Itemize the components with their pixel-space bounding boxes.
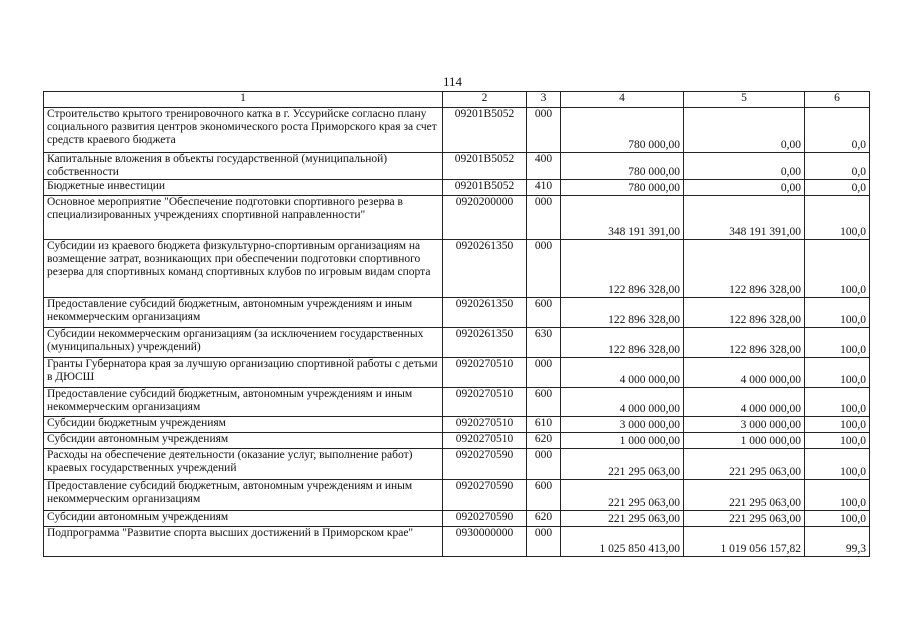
row-code-cell: 09201B5052 xyxy=(443,108,527,153)
row-fact-cell: 122 896 328,00 xyxy=(684,298,805,328)
row-percent-cell: 100,0 xyxy=(805,449,870,480)
row-percent-cell: 100,0 xyxy=(805,358,870,388)
table-row xyxy=(44,328,870,358)
row-code-cell: 0920270590 xyxy=(443,511,527,527)
row-percent-cell: 100,0 xyxy=(805,298,870,328)
row-type-cell: 620 xyxy=(527,511,561,527)
row-type-cell: 600 xyxy=(527,388,561,417)
column-header: 6 xyxy=(805,92,870,108)
budget-table xyxy=(43,91,870,557)
row-type-cell: 610 xyxy=(527,417,561,433)
row-code-cell: 0920270510 xyxy=(443,433,527,449)
table-row xyxy=(44,433,870,449)
row-percent-cell: 0,0 xyxy=(805,153,870,180)
row-code-cell: 09201B5052 xyxy=(443,153,527,180)
table-row xyxy=(44,153,870,180)
row-fact-cell: 221 295 063,00 xyxy=(684,449,805,480)
row-percent-cell: 100,0 xyxy=(805,388,870,417)
row-type-cell: 600 xyxy=(527,480,561,511)
row-code-cell: 0920270510 xyxy=(443,388,527,417)
row-percent-cell: 99,3 xyxy=(805,527,870,557)
row-fact-cell: 3 000 000,00 xyxy=(684,417,805,433)
table-row xyxy=(44,449,870,480)
row-fact-cell: 4 000 000,00 xyxy=(684,388,805,417)
table-row xyxy=(44,358,870,388)
row-code-cell: 0920200000 xyxy=(443,196,527,240)
row-type-cell: 410 xyxy=(527,180,561,196)
row-percent-cell: 100,0 xyxy=(805,417,870,433)
row-plan-cell: 4 000 000,00 xyxy=(561,358,684,388)
row-plan-cell: 348 191 391,00 xyxy=(561,196,684,240)
row-plan-cell: 780 000,00 xyxy=(561,153,684,180)
table-row xyxy=(44,417,870,433)
row-fact-cell: 0,00 xyxy=(684,180,805,196)
row-percent-cell: 100,0 xyxy=(805,240,870,298)
table-row xyxy=(44,196,870,240)
row-fact-cell: 221 295 063,00 xyxy=(684,480,805,511)
row-plan-cell: 1 000 000,00 xyxy=(561,433,684,449)
row-type-cell: 000 xyxy=(527,449,561,480)
row-name-cell: Гранты Губернатора края за лучшую организацию спортивной работы с детьми в ДЮСШ xyxy=(44,358,443,388)
row-name-cell: Субсидии бюджетным учреждениям xyxy=(44,417,443,433)
row-name-cell: Капитальные вложения в объекты государственной (муниципальной) собственности xyxy=(44,153,443,180)
row-fact-cell: 221 295 063,00 xyxy=(684,511,805,527)
row-type-cell: 000 xyxy=(527,108,561,153)
row-code-cell: 0930000000 xyxy=(443,527,527,557)
row-plan-cell: 1 025 850 413,00 xyxy=(561,527,684,557)
row-name-cell: Бюджетные инвестиции xyxy=(44,180,443,196)
column-header: 1 xyxy=(44,92,443,108)
table-row xyxy=(44,240,870,298)
table-row xyxy=(44,388,870,417)
row-percent-cell: 100,0 xyxy=(805,511,870,527)
row-percent-cell: 100,0 xyxy=(805,328,870,358)
row-plan-cell: 122 896 328,00 xyxy=(561,240,684,298)
table-header-row xyxy=(44,92,870,108)
row-fact-cell: 122 896 328,00 xyxy=(684,328,805,358)
column-header: 4 xyxy=(561,92,684,108)
row-plan-cell: 221 295 063,00 xyxy=(561,511,684,527)
row-plan-cell: 4 000 000,00 xyxy=(561,388,684,417)
row-type-cell: 000 xyxy=(527,358,561,388)
table-row xyxy=(44,511,870,527)
column-header: 2 xyxy=(443,92,527,108)
row-plan-cell: 122 896 328,00 xyxy=(561,328,684,358)
table-row xyxy=(44,298,870,328)
row-plan-cell: 122 896 328,00 xyxy=(561,298,684,328)
column-header: 3 xyxy=(527,92,561,108)
row-name-cell: Субсидии некоммерческим организациям (за исключением государственных (муниципальных) учреждений) xyxy=(44,328,443,358)
row-type-cell: 600 xyxy=(527,298,561,328)
table-row xyxy=(44,108,870,153)
row-fact-cell: 122 896 328,00 xyxy=(684,240,805,298)
row-percent-cell: 100,0 xyxy=(805,480,870,511)
column-header: 5 xyxy=(684,92,805,108)
row-name-cell: Предоставление субсидий бюджетным, автономным учреждениям и иным некоммерческим организациям xyxy=(44,298,443,328)
row-type-cell: 400 xyxy=(527,153,561,180)
row-code-cell: 0920270510 xyxy=(443,358,527,388)
row-percent-cell: 100,0 xyxy=(805,433,870,449)
row-name-cell: Основное мероприятие "Обеспечение подготовки спортивного резерва в специализированных учреждениях спортивной направленности" xyxy=(44,196,443,240)
row-name-cell: Расходы на обеспечение деятельности (оказание услуг, выполнение работ) краевых государственных учреждений xyxy=(44,449,443,480)
row-code-cell: 0920261350 xyxy=(443,298,527,328)
row-percent-cell: 0,0 xyxy=(805,108,870,153)
row-type-cell: 000 xyxy=(527,196,561,240)
row-percent-cell: 0,0 xyxy=(805,180,870,196)
row-plan-cell: 780 000,00 xyxy=(561,180,684,196)
row-plan-cell: 3 000 000,00 xyxy=(561,417,684,433)
row-name-cell: Субсидии из краевого бюджета физкультурно-спортивным организациям на возмещение затрат, возникающих при обеспечении подготовки спортивного резерва для спортивных команд спортивных клубов по игровым видам спорта xyxy=(44,240,443,298)
row-code-cell: 0920270590 xyxy=(443,480,527,511)
row-fact-cell: 1 019 056 157,82 xyxy=(684,527,805,557)
page-number: 114 xyxy=(442,74,463,89)
row-name-cell: Предоставление субсидий бюджетным, автономным учреждениям и иным некоммерческим организациям xyxy=(44,480,443,511)
row-type-cell: 630 xyxy=(527,328,561,358)
row-name-cell: Подпрограмма "Развитие спорта высших достижений в Приморском крае" xyxy=(44,527,443,557)
table-row xyxy=(44,180,870,196)
row-code-cell: 0920270510 xyxy=(443,417,527,433)
row-fact-cell: 348 191 391,00 xyxy=(684,196,805,240)
row-fact-cell: 1 000 000,00 xyxy=(684,433,805,449)
row-name-cell: Предоставление субсидий бюджетным, автономным учреждениям и иным некоммерческим организациям xyxy=(44,388,443,417)
row-name-cell: Субсидии автономным учреждениям xyxy=(44,511,443,527)
row-type-cell: 620 xyxy=(527,433,561,449)
row-plan-cell: 780 000,00 xyxy=(561,108,684,153)
row-code-cell: 09201B5052 xyxy=(443,180,527,196)
row-name-cell: Субсидии автономным учреждениям xyxy=(44,433,443,449)
row-fact-cell: 4 000 000,00 xyxy=(684,358,805,388)
row-name-cell: Строительство крытого тренировочного катка в г. Уссурийске согласно плану социального развития центров экономического роста Приморского края за счет средств краевого бюджета xyxy=(44,108,443,153)
table-row xyxy=(44,527,870,557)
row-fact-cell: 0,00 xyxy=(684,108,805,153)
row-percent-cell: 100,0 xyxy=(805,196,870,240)
row-code-cell: 0920270590 xyxy=(443,449,527,480)
row-plan-cell: 221 295 063,00 xyxy=(561,480,684,511)
row-code-cell: 0920261350 xyxy=(443,328,527,358)
row-code-cell: 0920261350 xyxy=(443,240,527,298)
row-fact-cell: 0,00 xyxy=(684,153,805,180)
table-row xyxy=(44,480,870,511)
row-type-cell: 000 xyxy=(527,240,561,298)
row-plan-cell: 221 295 063,00 xyxy=(561,449,684,480)
row-type-cell: 000 xyxy=(527,527,561,557)
